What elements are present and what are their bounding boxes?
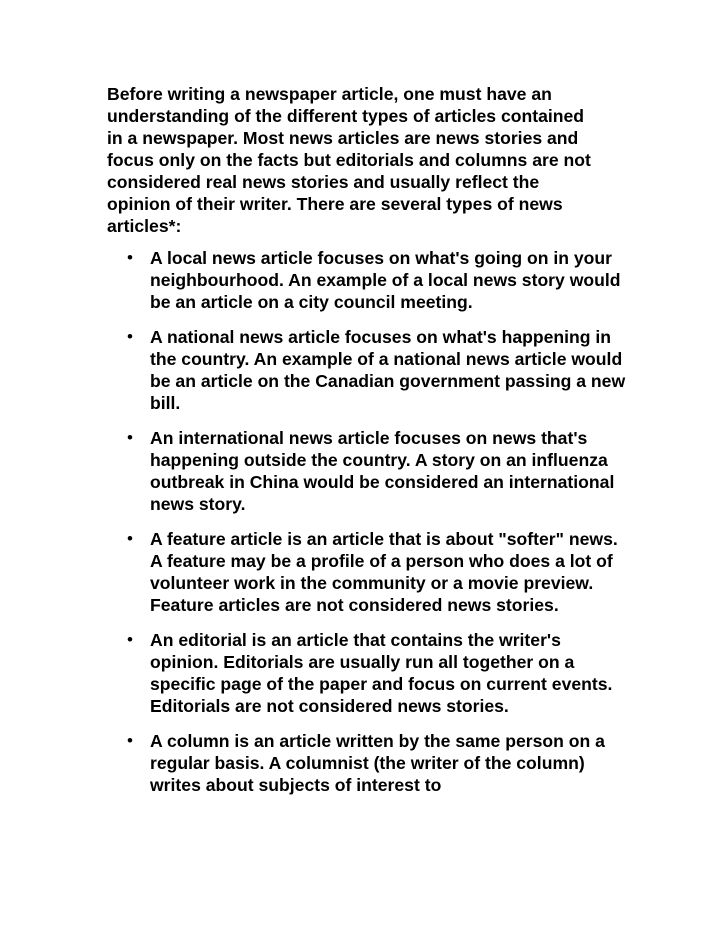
list-item (107, 730, 627, 796)
list-item (107, 528, 627, 616)
bullet-icon: • (127, 731, 133, 750)
article-types-list (107, 247, 627, 796)
list-item-text: A local news article focuses on what's going on in your neighbourhood. An example of a local news story would be an article on a city council meeting. (150, 248, 621, 312)
list-item (107, 427, 627, 515)
list-item-text: An editorial is an article that contains the writer's opinion. Editorials are usually run all together on a specific page of the paper and focus on current events. Editorials are not considered news stories. (150, 630, 613, 716)
list-item (107, 629, 627, 717)
bullet-icon: • (127, 248, 133, 267)
bullet-icon: • (127, 327, 133, 346)
list-item-text: A national news article focuses on what's happening in the country. An example of a national news article would be an article on the Canadian government passing a new bill. (150, 327, 626, 413)
list-item-text: A column is an article written by the same person on a regular basis. A columnist (the writer of the column) writes about subjects of interest to (150, 731, 605, 795)
list-item-text: An international news article focuses on news that's happening outside the country. A story on an influenza outbreak in China would be considered an international news story. (150, 428, 615, 514)
bullet-icon: • (127, 630, 133, 649)
list-item (107, 326, 627, 414)
bullet-icon: • (127, 428, 133, 447)
list-item (107, 247, 627, 313)
bullet-icon: • (127, 529, 133, 548)
document-body (107, 83, 627, 809)
list-item-text: A feature article is an article that is about "softer" news. A feature may be a profile of a person who does a lot of volunteer work in the community or a movie preview. Feature articles are not considered news stories. (150, 529, 618, 615)
intro-paragraph: Before writing a newspaper article, one must have an understanding of the different types of articles contained in a newspaper. Most news articles are news stories and focus only on the facts but editorials and columns are not considered real news stories and usually reflect the opinion of their writer. There are several types of news articles*: (107, 84, 591, 236)
